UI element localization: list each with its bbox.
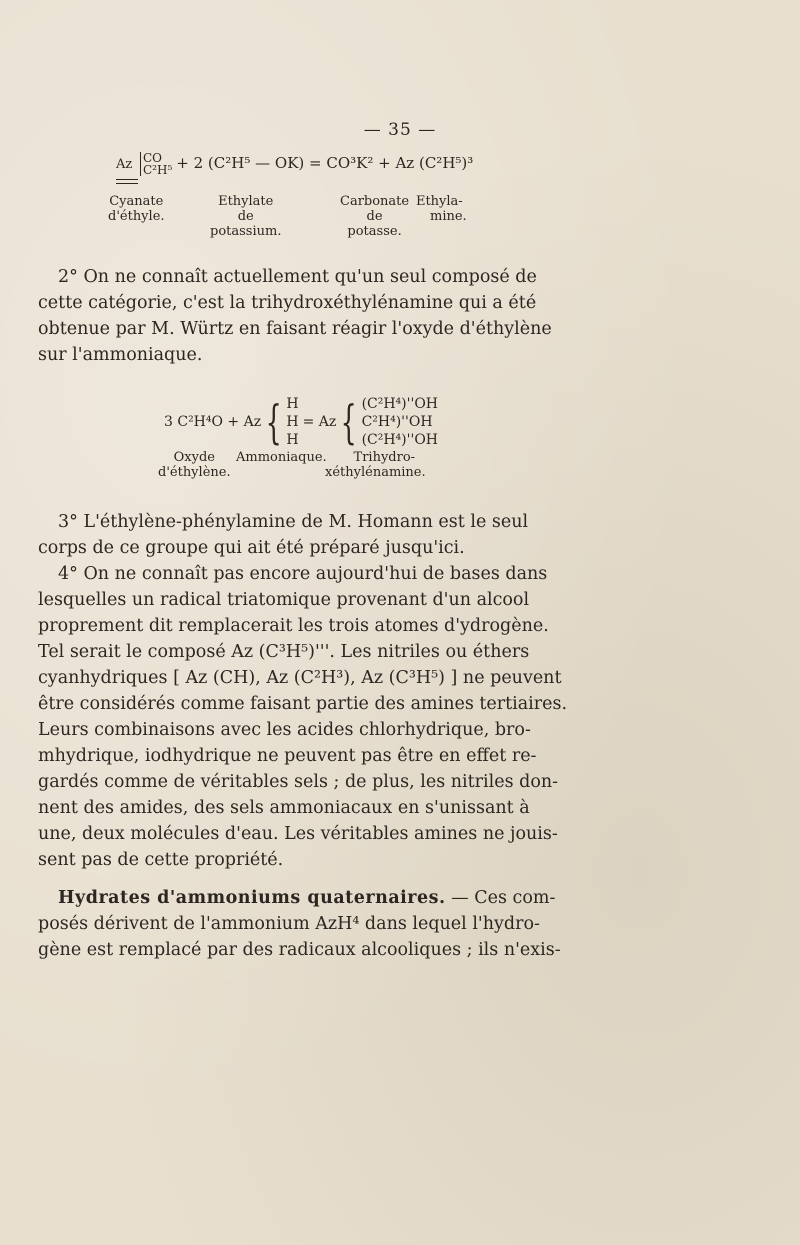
hydrogen-list: H H H [286,396,299,448]
ethylene-oh-list: (C²H⁴)''OH C²H⁴)''OH (C²H⁴)''OH [361,396,439,448]
paragraph-2: 2° On ne connaît actuellement qu'un seul composé de cette catégorie, c'est la trihydroxéthylénamine qui a été obtenue par M. Würtz en faisant réagir l'oxyde d'éthylène sur l'ammoniaque. [38,267,552,365]
left-brace: { [265,395,282,449]
label-oxyde: Oxyde d'éthylène. [158,450,231,480]
az-substituents: CO C²H⁵ [140,152,172,176]
section-heading: Hydrates d'ammoniums quaternaires. [58,888,446,908]
triple-bond-mark [116,179,138,184]
paragraph-5: Hydrates d'ammoniums quaternaires. — Ces com- posés dérivent de l'ammonium AzH⁴ dans lequel l'hydro- gène est remplacé par des radicaux alcooliques ; ils n'exis- [38,888,561,960]
label-carbonate: Carbonate de potasse. [340,194,410,239]
page-number: — 35 — [363,120,437,140]
equation-cyanate [116,152,473,176]
right-brace: { [340,395,357,449]
az-symbol: Az [116,157,140,172]
paragraph-3: 3° L'éthylène-phénylamine de M. Homann est le seul corps de ce groupe qui ait été préparé jusqu'ici. [38,512,529,558]
label-cyanate: Cyanate d'éthyle. [108,194,165,224]
label-ethylate: Ethylate de potassium. [210,194,282,239]
label-ammoniaque: Ammoniaque. [236,450,327,465]
equation1-expression: + 2 (C²H⁵ — OK) = CO³K² + Az (C²H⁵)³ [176,154,474,172]
equation-trihydroxethylenamine: 3 C²H⁴O + Az{ H H H = Az{ (C²H⁴)''OH C²H⁴)''OH (C²H⁴)''OH [164,395,439,449]
paragraph-4: 4° On ne connaît pas encore aujourd'hui de bases dans lesquelles un radical triatomique provenant d'un alcool proprement dit remplacerait les trois atomes d'ydrogène. Tel serait le composé Az (C³H⁵)'''. Les nitriles ou éthers cyanhydriques [ Az (CH), Az (C²H³), Az (C³H⁵) ] ne peuvent être considérés comme faisant partie des amines tertiaires. Leurs combinaisons avec les acides chlorhydrique, bro- mhydrique, iodhydrique ne peuvent pas être en effet re- gardés comme de véritables sels ; de plus, les nitriles don- nent des amides, des sels ammoniacaux en s'unissant à une, deux molécules d'eau. Les véritables amines ne jouis- sent pas de cette propriété. [38,564,568,870]
label-trihydroxethylenamine: Trihydro- xéthylénamine. [325,450,426,480]
label-ethylamine: Ethyla- mine. [415,194,467,224]
